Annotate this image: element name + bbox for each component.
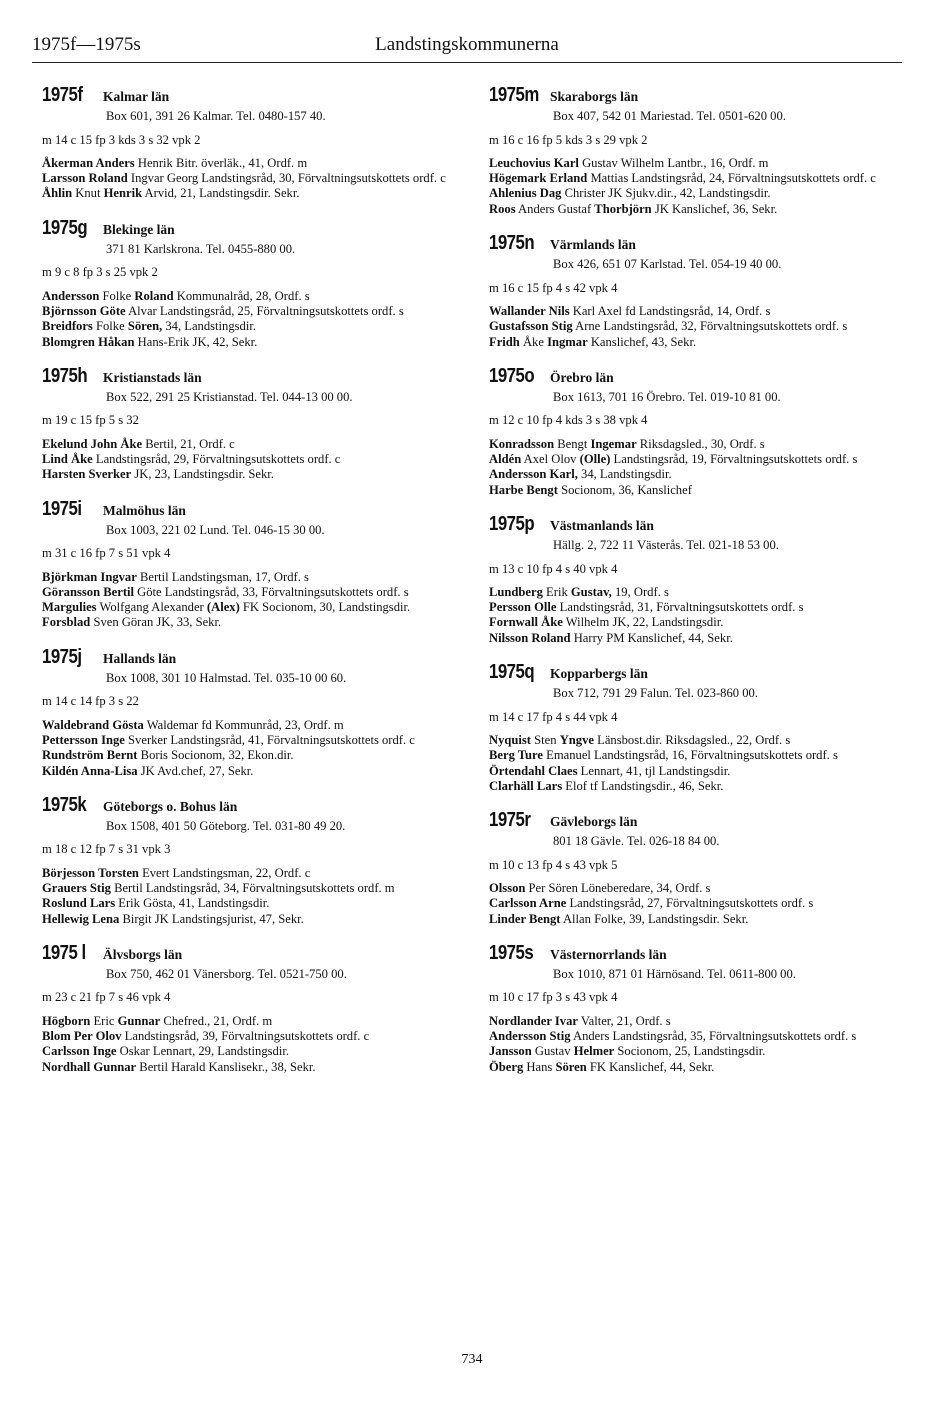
person-name: Lundberg <box>489 584 543 599</box>
person-details: FK Socionom, 30, Landstingsdir. <box>239 600 411 615</box>
seat-distribution: m 9 c 8 fp 3 s 25 vpk 2 <box>42 265 158 280</box>
county-heading <box>489 661 909 684</box>
person-entry <box>489 912 909 927</box>
page-header <box>32 30 902 63</box>
person-name: Carlsson Inge <box>42 1044 117 1059</box>
person-details: Arne Landstingsråd, 32, Förvaltningsutskottets ordf. s <box>572 319 848 334</box>
person-name: Göransson Bertil <box>42 584 135 599</box>
person-entry <box>42 912 462 927</box>
county-heading <box>42 497 462 520</box>
county-address: Box 522, 291 25 Kristianstad. Tel. 044-13 00 00. <box>106 390 353 405</box>
person-entry <box>489 452 909 467</box>
person-details: Landstingsråd, 39, Förvaltningsutskottets ordf. c <box>121 1029 370 1044</box>
person-details: JK, 23, Landstingsdir. Sekr. <box>131 467 274 482</box>
county-address: Box 1003, 221 02 Lund. Tel. 046-15 30 00. <box>106 522 325 537</box>
person-name: Högemark Erland <box>489 171 588 186</box>
seat-distribution: m 23 c 21 fp 7 s 46 vpk 4 <box>42 990 171 1005</box>
county-name: Blekinge län <box>103 221 175 237</box>
person-details: Kommunalråd, 28, Ordf. s <box>173 288 310 303</box>
person-name: Blomgren Håkan <box>42 334 135 349</box>
county-section <box>489 661 909 794</box>
county-address: Box 712, 791 29 Falun. Tel. 023-860 00. <box>553 686 758 701</box>
person-entry <box>489 202 909 217</box>
person-details: Gustav Wilhelm Lantbr., 16, Ordf. m <box>578 155 769 170</box>
person-entry <box>489 1014 909 1029</box>
person-name: Henrik <box>103 186 143 201</box>
county-code: 1975s <box>489 941 534 964</box>
county-code: 1975n <box>489 232 535 255</box>
person-entry <box>489 483 909 498</box>
person-name: Pettersson Inge <box>42 732 125 747</box>
person-entry <box>489 467 909 482</box>
county-address: Box 1613, 701 16 Örebro. Tel. 019-10 81 00. <box>553 390 781 405</box>
county-code: 1975j <box>42 645 82 668</box>
county-address: 371 81 Karlskrona. Tel. 0455-880 00. <box>106 242 296 257</box>
person-name: Andersson Stig <box>489 1029 571 1044</box>
person-name: Blom Per Olov <box>42 1029 122 1044</box>
person-details: Riksdagsled., 30, Ordf. s <box>636 436 765 451</box>
county-address: Box 1010, 871 01 Härnösand. Tel. 0611-800 00. <box>553 967 796 982</box>
seat-distribution: m 16 c 15 fp 4 s 42 vpk 4 <box>489 280 618 295</box>
person-details: Mattias Landstingsråd, 24, Förvaltningsutskottets ordf. c <box>587 171 876 186</box>
person-entry <box>489 585 909 600</box>
person-name: Ingmar <box>547 334 588 349</box>
person-details: Landstingsråd, 29, Förvaltningsutskottets ordf. c <box>92 452 341 467</box>
person-name: Nordhall Gunnar <box>42 1059 137 1074</box>
county-name: Kalmar län <box>103 89 170 104</box>
person-details: Socionom, 36, Kanslichef <box>557 482 692 497</box>
person-name: Fornwall Åke <box>489 615 563 630</box>
county-section <box>42 364 462 483</box>
county-section <box>489 941 909 1075</box>
person-entry <box>489 600 909 615</box>
person-name: Carlsson Arne <box>489 896 567 911</box>
person-details: Erik <box>542 584 571 599</box>
person-entry <box>42 1029 462 1044</box>
person-details: Boris Socionom, 32, Ekon.dir. <box>137 748 294 763</box>
person-details: Karl Axel fd Landstingsråd, 14, Ordf. s <box>569 303 771 318</box>
person-details: JK Avd.chef, 27, Sekr. <box>137 763 254 778</box>
county-heading <box>42 941 462 964</box>
person-entry <box>489 896 909 911</box>
county-address: Box 1508, 401 50 Göteborg. Tel. 031-80 49 20. <box>106 819 346 834</box>
person-details: Landstingsråd, 27, Förvaltningsutskottets ordf. s <box>566 896 814 911</box>
person-name: Åkerman Anders <box>42 155 135 170</box>
person-entry <box>489 733 909 748</box>
county-heading <box>489 941 909 964</box>
person-details: 34, Landstingsdir. <box>577 467 672 482</box>
person-name: Larsson Roland <box>42 171 128 186</box>
person-name: Örtendahl Claes <box>489 763 578 778</box>
person-name: Berg Ture <box>489 748 543 763</box>
person-entry <box>489 171 909 186</box>
person-name: Fridh <box>489 334 520 349</box>
person-entry <box>42 452 462 467</box>
header-range: 1975f—1975s <box>32 34 141 55</box>
person-name: Roslund Lars <box>42 896 116 911</box>
person-details: Knut <box>72 186 104 201</box>
county-section <box>42 941 462 1075</box>
person-entry <box>489 631 909 646</box>
county-code: 1975o <box>489 364 535 387</box>
person-name: Björkman Ingvar <box>42 569 137 584</box>
seat-distribution: m 16 c 16 fp 5 kds 3 s 29 vpk 2 <box>489 132 648 147</box>
county-address: Box 750, 462 01 Vänersborg. Tel. 0521-750 00. <box>106 967 347 982</box>
county-code: 1975g <box>42 216 88 239</box>
person-details: JK Kanslichef, 36, Sekr. <box>651 201 778 216</box>
person-details: 34, Landstingsdir. <box>162 319 256 334</box>
person-details: Bertil, 21, Ordf. c <box>142 436 235 451</box>
person-entry <box>489 1029 909 1044</box>
county-section <box>489 512 909 646</box>
person-name: Hellewig Lena <box>42 911 120 926</box>
person-details: Wolfgang Alexander <box>96 600 207 615</box>
person-name: Gunnar <box>117 1013 161 1028</box>
county-heading <box>42 216 462 239</box>
county-code: 1975i <box>42 497 82 520</box>
person-entry <box>489 764 909 779</box>
person-name: (Olle) <box>579 452 611 467</box>
county-code: 1975h <box>42 364 88 387</box>
person-details: Göte Landstingsråd, 33, Förvaltningsutskottets ordf. s <box>134 584 409 599</box>
page-number: 734 <box>461 1352 483 1367</box>
county-address: Box 1008, 301 10 Halmstad. Tel. 035-10 00 60. <box>106 671 347 686</box>
person-details: Länsbost.dir. Riksdagsled., 22, Ordf. s <box>593 732 791 747</box>
person-entry <box>489 304 909 319</box>
county-name: Västmanlands län <box>550 517 654 533</box>
county-section <box>489 84 909 217</box>
county-address: Hällg. 2, 722 11 Västerås. Tel. 021-18 53 00. <box>553 538 779 553</box>
county-section <box>42 216 462 350</box>
person-name: Sören <box>555 1059 587 1074</box>
county-section <box>489 809 909 927</box>
person-name: Kildén Anna-Lisa <box>42 763 138 778</box>
seat-distribution: m 31 c 16 fp 7 s 51 vpk 4 <box>42 546 171 561</box>
person-name: Andersson <box>42 288 100 303</box>
person-name: Öberg <box>489 1059 524 1074</box>
person-details: Åke <box>519 334 548 349</box>
person-entry <box>42 881 462 896</box>
person-details: Valter, 21, Ordf. s <box>577 1013 671 1028</box>
county-code: 1975m <box>489 84 539 106</box>
person-details: Allan Folke, 39, Landstingsdir. Sekr. <box>560 911 749 926</box>
person-details: Bertil Landstingsman, 17, Ordf. s <box>136 569 309 584</box>
person-details: Lennart, 41, tjl Landstingsdir. <box>577 763 731 778</box>
person-details: Folke <box>92 319 128 334</box>
person-details: Harry PM Kanslichef, 44, Sekr. <box>570 630 733 645</box>
person-entry <box>42 585 462 600</box>
person-name: Clarhäll Lars <box>489 778 563 793</box>
seat-distribution: m 10 c 17 fp 3 s 43 vpk 4 <box>489 990 618 1005</box>
person-entry <box>489 1060 909 1075</box>
person-name: Konradsson <box>489 436 555 451</box>
person-details: Landstingsråd, 19, Förvaltningsutskottets ordf. s <box>610 452 858 467</box>
person-entry <box>489 319 909 334</box>
person-name: Roos <box>489 201 516 216</box>
person-name: Harsten Sverker <box>42 467 132 482</box>
person-details: Gustav <box>531 1044 574 1059</box>
person-entry <box>42 570 462 585</box>
county-code: 1975q <box>489 661 535 684</box>
person-name: Grauers Stig <box>42 880 111 895</box>
county-section <box>489 232 909 350</box>
person-entry <box>42 437 462 452</box>
county-name: Örebro län <box>550 369 614 385</box>
person-name: Aldén <box>489 452 522 467</box>
person-details: Axel Olov <box>521 452 580 467</box>
person-entry <box>42 866 462 881</box>
person-details: Hans-Erik JK, 42, Sekr. <box>134 334 258 349</box>
person-entry <box>489 779 909 794</box>
person-details: Henrik Bitr. överläk., 41, Ordf. m <box>134 155 308 170</box>
person-name: Linder Bengt <box>489 911 561 926</box>
person-entry <box>42 171 462 186</box>
person-entry <box>42 733 462 748</box>
person-name: Persson Olle <box>489 600 557 615</box>
person-details: Hans <box>523 1059 556 1074</box>
county-name: Värmlands län <box>550 237 636 253</box>
person-details: Chefred., 21, Ordf. m <box>160 1013 273 1028</box>
person-details: Bertil Harald Kanslisekr., 38, Sekr. <box>136 1059 316 1074</box>
person-details: Christer JK Sjukv.dir., 42, Landstingsdir. <box>561 186 771 201</box>
person-details: Sven Göran JK, 33, Sekr. <box>90 615 222 630</box>
county-name: Göteborgs o. Bohus län <box>103 798 238 814</box>
county-address: 801 18 Gävle. Tel. 026-18 84 00. <box>553 834 720 849</box>
person-name: Nilsson Roland <box>489 630 571 645</box>
seat-distribution: m 14 c 17 fp 4 s 44 vpk 4 <box>489 709 618 724</box>
person-name: Andersson Karl, <box>489 467 578 482</box>
person-details: Anders Landstingsråd, 35, Förvaltningsutskottets ordf. s <box>570 1029 857 1044</box>
person-name: Helmer <box>573 1044 615 1059</box>
person-details: Per Sören Löneberedare, 34, Ordf. s <box>525 880 711 895</box>
person-name: Rundström Bernt <box>42 748 138 763</box>
county-name: Älvsborgs län <box>103 946 183 962</box>
person-entry <box>42 156 462 171</box>
seat-distribution: m 10 c 13 fp 4 s 43 vpk 5 <box>489 857 618 872</box>
person-name: Thorbjörn <box>594 201 652 216</box>
county-section <box>489 364 909 498</box>
person-name: Åhlin <box>42 186 73 201</box>
person-name: Yngve <box>559 732 594 747</box>
person-name: Lind Åke <box>42 452 93 467</box>
person-entry <box>42 718 462 733</box>
county-code: 1975p <box>489 512 535 535</box>
person-details: Anders Gustaf <box>515 201 595 216</box>
person-details: Waldemar fd Kommunråd, 23, Ordf. m <box>143 717 344 732</box>
person-entry <box>42 1014 462 1029</box>
person-entry <box>489 748 909 763</box>
person-name: Roland <box>134 288 174 303</box>
right-column <box>489 84 909 1094</box>
seat-distribution: m 19 c 15 fp 5 s 32 <box>42 413 139 428</box>
person-name: Harbe Bengt <box>489 482 558 497</box>
person-name: Breidfors <box>42 319 93 334</box>
county-name: Gävleborgs län <box>550 814 638 830</box>
county-name: Skaraborgs län <box>550 89 639 104</box>
seat-distribution: m 12 c 10 fp 4 kds 3 s 38 vpk 4 <box>489 413 648 428</box>
person-details: Kanslichef, 43, Sekr. <box>587 334 697 349</box>
person-name: Björnsson Göte <box>42 303 126 318</box>
county-heading <box>42 645 462 668</box>
county-code: 1975f <box>42 84 83 106</box>
county-section <box>42 497 462 631</box>
county-name: Malmöhus län <box>103 502 186 518</box>
person-details: Elof tf Landstingsdir., 46, Sekr. <box>562 778 724 793</box>
person-details: Wilhelm JK, 22, Landstingsdir. <box>562 615 724 630</box>
person-details: Erik Gösta, 41, Landstingsdir. <box>115 896 270 911</box>
seat-distribution: m 14 c 14 fp 3 s 22 <box>42 694 139 709</box>
left-column <box>42 84 462 1094</box>
seat-distribution: m 18 c 12 fp 7 s 31 vpk 3 <box>42 842 171 857</box>
person-details: Arvid, 21, Landstingsdir. Sekr. <box>142 186 300 201</box>
person-entry <box>489 881 909 896</box>
person-details: Sverker Landstingsråd, 41, Förvaltningsutskottets ordf. c <box>124 732 415 747</box>
person-entry <box>42 764 462 779</box>
person-name: Waldebrand Gösta <box>42 717 144 732</box>
person-details: Folke <box>99 288 135 303</box>
person-details: Bertil Landstingsråd, 34, Förvaltningsutskottets ordf. m <box>110 880 395 895</box>
person-name: Forsblad <box>42 615 91 630</box>
person-name: (Alex) <box>206 600 240 615</box>
seat-distribution: m 13 c 10 fp 4 s 40 vpk 4 <box>489 561 618 576</box>
person-entry <box>489 156 909 171</box>
person-name: Ekelund John Åke <box>42 436 143 451</box>
county-heading <box>42 84 462 106</box>
person-name: Nyquist <box>489 732 531 747</box>
person-details: Evert Landstingsman, 22, Ordf. c <box>138 865 311 880</box>
person-entry <box>42 186 462 201</box>
person-entry <box>42 896 462 911</box>
county-name: Västernorrlands län <box>550 946 667 962</box>
person-name: Leuchovius Karl <box>489 155 579 170</box>
county-address: Box 407, 542 01 Mariestad. Tel. 0501-620 00. <box>553 109 786 124</box>
county-code: 1975 l <box>42 941 86 964</box>
person-name: Börjesson Torsten <box>42 865 139 880</box>
person-details: Eric <box>90 1013 118 1028</box>
person-name: Ingemar <box>590 436 637 451</box>
person-name: Wallander Nils <box>489 303 570 318</box>
person-name: Gustafsson Stig <box>489 319 573 334</box>
person-entry <box>42 600 462 615</box>
county-section <box>42 645 462 779</box>
person-entry <box>42 1060 462 1075</box>
person-name: Margulies <box>42 600 97 615</box>
county-heading <box>489 809 909 832</box>
person-details: FK Kanslichef, 44, Sekr. <box>586 1059 715 1074</box>
person-entry <box>489 615 909 630</box>
county-code: 1975r <box>489 809 531 832</box>
person-entry <box>42 748 462 763</box>
person-entry <box>42 289 462 304</box>
person-entry <box>42 304 462 319</box>
person-entry <box>489 1044 909 1059</box>
person-entry <box>489 437 909 452</box>
county-name: Kopparbergs län <box>550 666 648 682</box>
county-code: 1975k <box>42 793 87 816</box>
county-address: Box 426, 651 07 Karlstad. Tel. 054-19 40 00. <box>553 257 782 272</box>
person-details: Sten <box>531 732 560 747</box>
person-entry <box>489 335 909 350</box>
person-entry <box>42 1044 462 1059</box>
person-name: Nordlander Ivar <box>489 1013 578 1028</box>
county-heading <box>42 793 462 816</box>
person-details: Emanuel Landstingsråd, 16, Förvaltningsutskottets ordf. s <box>543 748 838 763</box>
header-title: Landstingskommunerna <box>375 34 559 55</box>
person-entry <box>42 467 462 482</box>
person-entry <box>42 615 462 630</box>
person-entry <box>42 335 462 350</box>
person-details: Bengt <box>554 436 591 451</box>
person-name: Sören, <box>127 319 163 334</box>
person-name: Gustav, <box>570 584 612 599</box>
person-details: 19, Ordf. s <box>611 584 669 599</box>
county-address: Box 601, 391 26 Kalmar. Tel. 0480-157 40. <box>106 109 326 124</box>
county-heading <box>489 232 909 255</box>
county-name: Hallands län <box>103 650 177 666</box>
county-heading <box>42 364 462 387</box>
county-name: Kristianstads län <box>103 369 202 385</box>
person-details: Landstingsråd, 31, Förvaltningsutskottets ordf. s <box>556 600 804 615</box>
person-details: Socionom, 25, Landstingsdir. <box>614 1044 766 1059</box>
county-heading <box>489 512 909 535</box>
person-details: Ingvar Georg Landstingsråd, 30, Förvaltningsutskottets ordf. c <box>127 171 446 186</box>
county-heading <box>489 364 909 387</box>
person-name: Högborn <box>42 1013 91 1028</box>
seat-distribution: m 14 c 15 fp 3 kds 3 s 32 vpk 2 <box>42 132 201 147</box>
person-details: Oskar Lennart, 29, Landstingsdir. <box>116 1044 289 1059</box>
county-section <box>42 793 462 927</box>
person-details: Alvar Landstingsråd, 25, Förvaltningsutskottets ordf. s <box>125 303 404 318</box>
county-section <box>42 84 462 202</box>
person-details: Birgit JK Landstingsjurist, 47, Sekr. <box>119 911 304 926</box>
person-name: Jansson <box>489 1044 532 1059</box>
county-heading <box>489 84 909 106</box>
person-name: Olsson <box>489 880 526 895</box>
person-name: Ahlenius Dag <box>489 186 562 201</box>
person-entry <box>489 186 909 201</box>
person-entry <box>42 319 462 334</box>
